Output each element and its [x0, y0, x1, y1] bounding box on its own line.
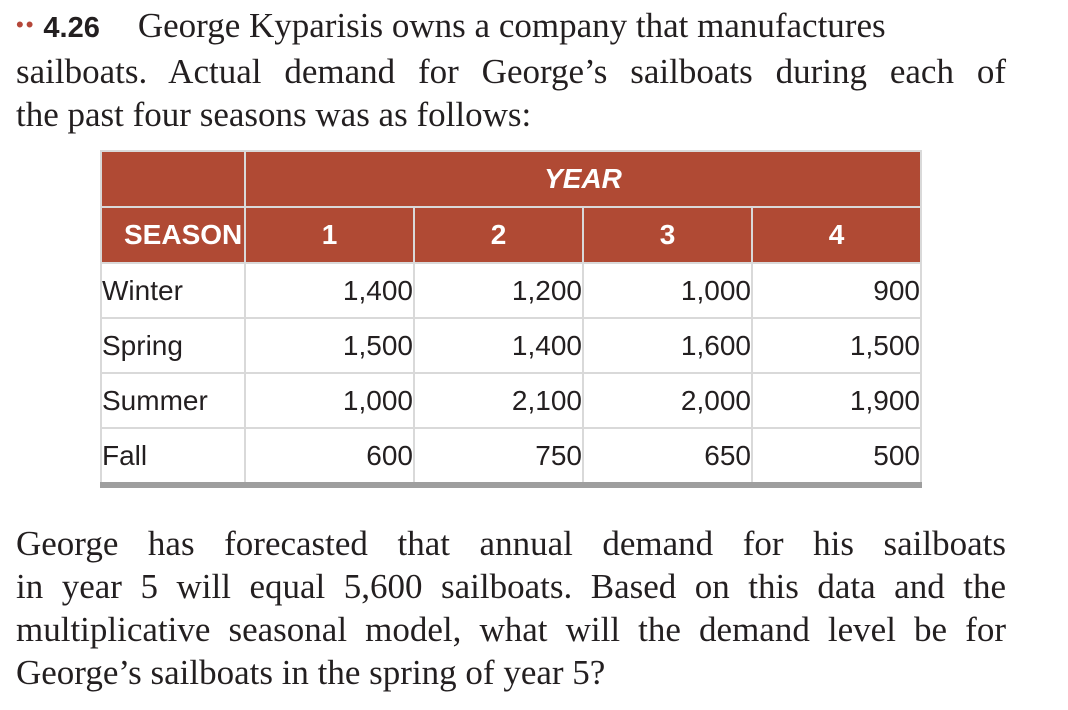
value-cell: 600: [245, 428, 414, 485]
problem-intro: [16, 3, 1006, 136]
question-line-1: George has forecasted that annual demand for his sailboats: [16, 524, 1006, 563]
header-blank-cell: [101, 151, 245, 207]
intro-text-1: George Kyparisis owns a company that manufactures: [137, 6, 886, 45]
season-header: SEASON: [101, 207, 245, 263]
question-line-3: multiplicative seasonal model, what will the demand level be for: [16, 610, 1006, 649]
season-cell: Summer: [101, 373, 245, 428]
intro-line-3: the past four seasons was as follows:: [16, 95, 532, 134]
value-cell: 1,000: [245, 373, 414, 428]
question-line-4: George’s sailboats in the spring of year 5?: [16, 653, 606, 692]
value-cell: 1,000: [583, 263, 752, 318]
value-cell: 1,400: [414, 318, 583, 373]
value-cell: 1,600: [583, 318, 752, 373]
table-year-header-row: [101, 151, 921, 207]
value-cell: 1,500: [245, 318, 414, 373]
season-cell: Winter: [101, 263, 245, 318]
value-cell: 750: [414, 428, 583, 485]
value-cell: 1,200: [414, 263, 583, 318]
value-cell: 1,500: [752, 318, 921, 373]
value-cell: 2,100: [414, 373, 583, 428]
value-cell: 1,400: [245, 263, 414, 318]
table-row: [101, 318, 921, 373]
value-cell: 900: [752, 263, 921, 318]
problem-question: [16, 522, 1006, 694]
intro-line-1: [16, 3, 1006, 50]
question-line-2: in year 5 will equal 5,600 sailboats. Based on this data and the: [16, 567, 1006, 606]
table-column-header-row: [101, 207, 921, 263]
difficulty-dots-icon: ••: [16, 12, 36, 37]
year-1-header: 1: [245, 207, 414, 263]
intro-line-2: sailboats. Actual demand for George’s sailboats during each of: [16, 52, 1006, 91]
table-row: [101, 428, 921, 485]
table-row: [101, 263, 921, 318]
year-3-header: 3: [583, 207, 752, 263]
table-row: [101, 373, 921, 428]
value-cell: 2,000: [583, 373, 752, 428]
value-cell: 500: [752, 428, 921, 485]
year-header: YEAR: [245, 151, 921, 207]
demand-table: [100, 150, 922, 488]
year-2-header: 2: [414, 207, 583, 263]
value-cell: 1,900: [752, 373, 921, 428]
value-cell: 650: [583, 428, 752, 485]
problem-number: 4.26: [43, 12, 100, 44]
year-4-header: 4: [752, 207, 921, 263]
season-cell: Spring: [101, 318, 245, 373]
season-cell: Fall: [101, 428, 245, 485]
